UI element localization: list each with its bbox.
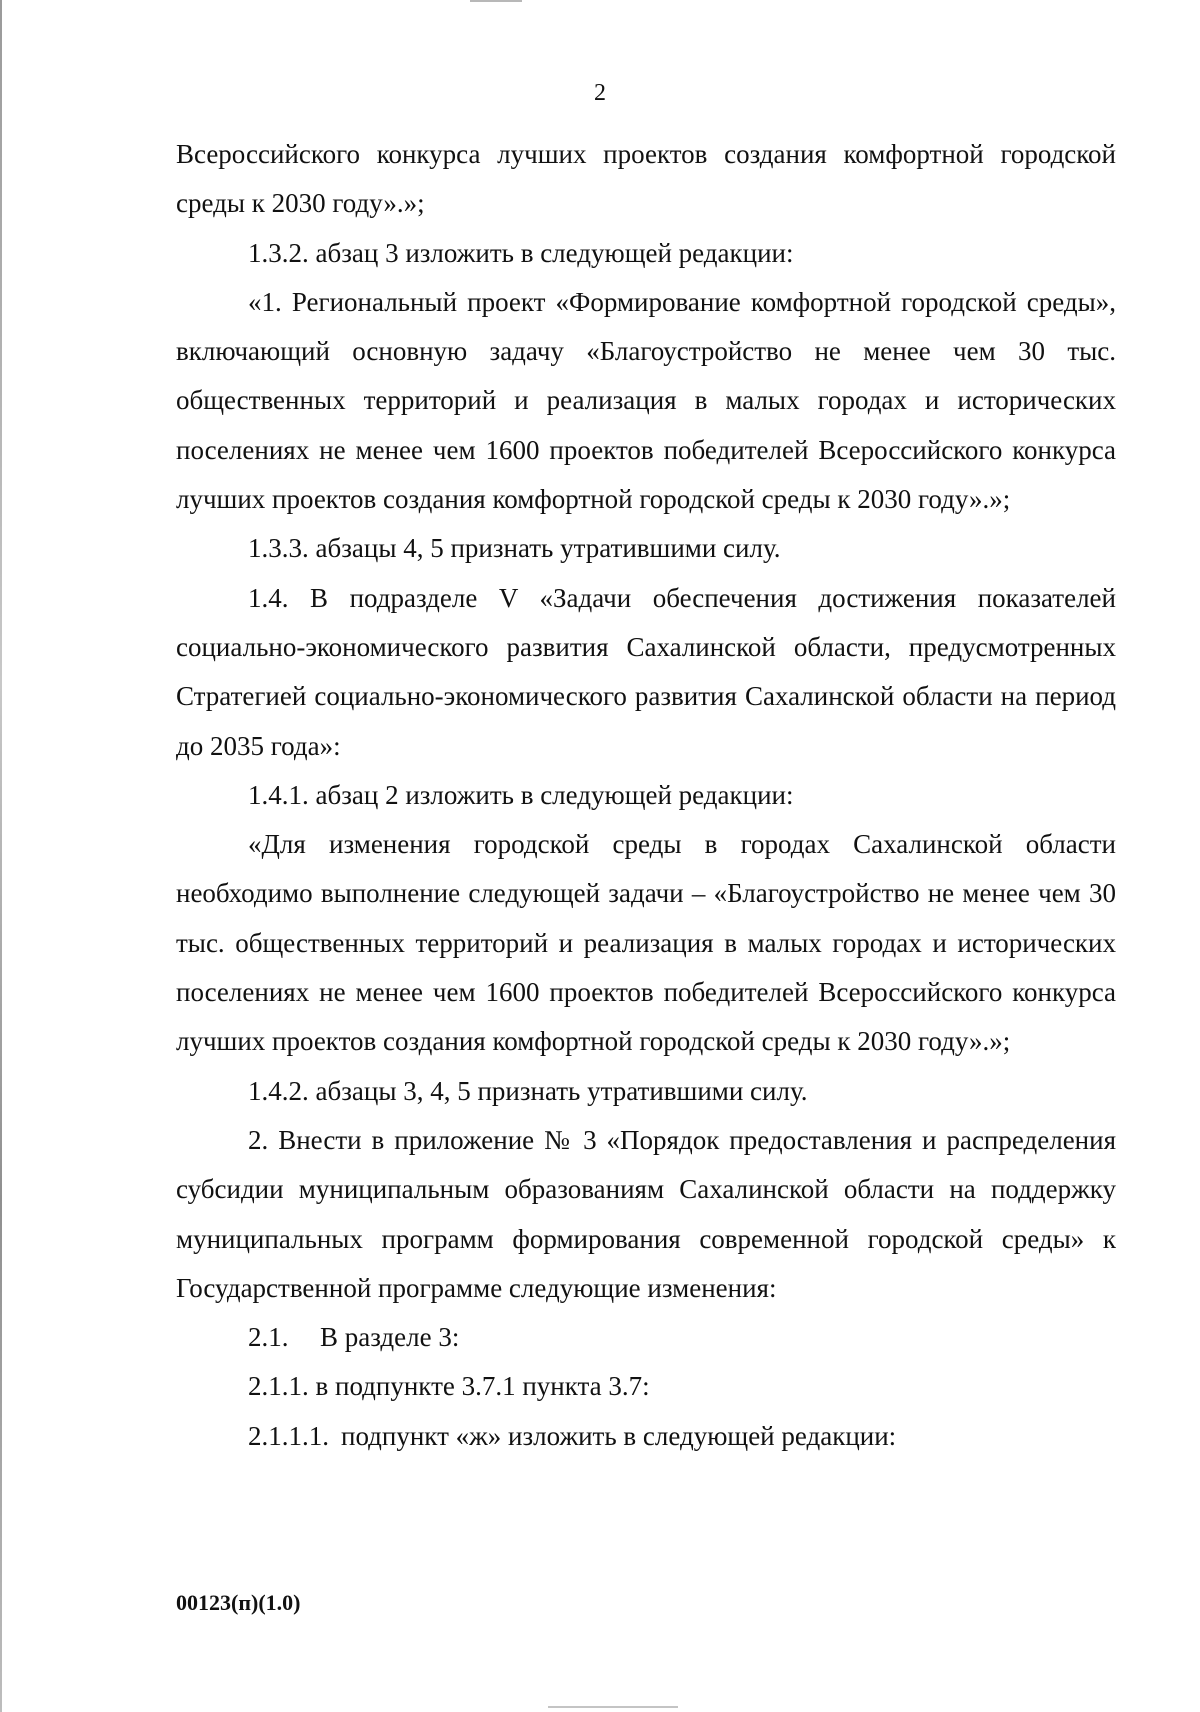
scan-top-mark <box>470 0 522 2</box>
page-number: 2 <box>594 80 606 106</box>
document-body <box>176 130 1116 1461</box>
paragraph-1-3-2: 1.3.2. абзац 3 изложить в следующей редакции: <box>248 237 794 268</box>
paragraph-regional-project: «1. Региональный проект «Формирование комфортной городской среды», включающий основную задачу «Благоустройство не менее чем 30 тыс. общественных территорий и реализация в малых городах и исторических поселениях не менее чем 1600 проектов победителей Всероссийского конкурса лучших проектов создания комфортной городской среды к 2030 году».»; <box>176 286 1116 515</box>
item-number: 2.1.1.1. <box>248 1420 329 1451</box>
paragraph-1-4-2: 1.4.2. абзацы 3, 4, 5 признать утратившими силу. <box>248 1075 808 1106</box>
scan-bottom-mark <box>548 1706 678 1708</box>
paragraph-urban-environment: «Для изменения городской среды в городах Сахалинской области необходимо выполнение следующей задачи – «Благоустройство не менее чем 30 тыс. общественных территорий и реализация в малых городах и исторических поселениях не менее чем 1600 проектов победителей Всероссийского конкурса лучших проектов создания комфортной городской среды к 2030 году».»; <box>176 829 1116 1057</box>
paragraph-1: Всероссийского конкурса лучших проектов создания комфортной городской среды к 2030 году».»; <box>176 139 1116 219</box>
paragraph-2-1 <box>176 1313 1116 1362</box>
paragraph-2-1-1-1 <box>176 1412 1116 1461</box>
paragraph-1-4: 1.4. В подразделе V «Задачи обеспечения достижения показателей социально-экономического развития Сахалинской области, предусмотренных Стратегией социально-экономического развития Сахалинской области на период до 2035 года»: <box>176 582 1116 761</box>
paragraph-1-4-1: 1.4.1. абзац 2 изложить в следующей редакции: <box>248 779 794 810</box>
item-text: подпункт «ж» изложить в следующей редакции: <box>341 1420 897 1451</box>
item-number: 2.1. <box>248 1322 289 1353</box>
paragraph-2: 2. Внести в приложение № 3 «Порядок предоставления и распределения субсидии муниципальным образованиям Сахалинской области на поддержку муниципальных программ формирования современной городской среды» к Государственной программе следующие изменения: <box>176 1124 1116 1303</box>
paragraph-1-3-3: 1.3.3. абзацы 4, 5 признать утратившими силу. <box>248 533 781 564</box>
scan-left-edge <box>0 0 2 1712</box>
document-code: 00123(п)(1.0) <box>176 1590 301 1615</box>
item-text: В разделе 3: <box>320 1322 460 1353</box>
paragraph-2-1-1: 2.1.1. в подпункте 3.7.1 пункта 3.7: <box>248 1371 650 1402</box>
